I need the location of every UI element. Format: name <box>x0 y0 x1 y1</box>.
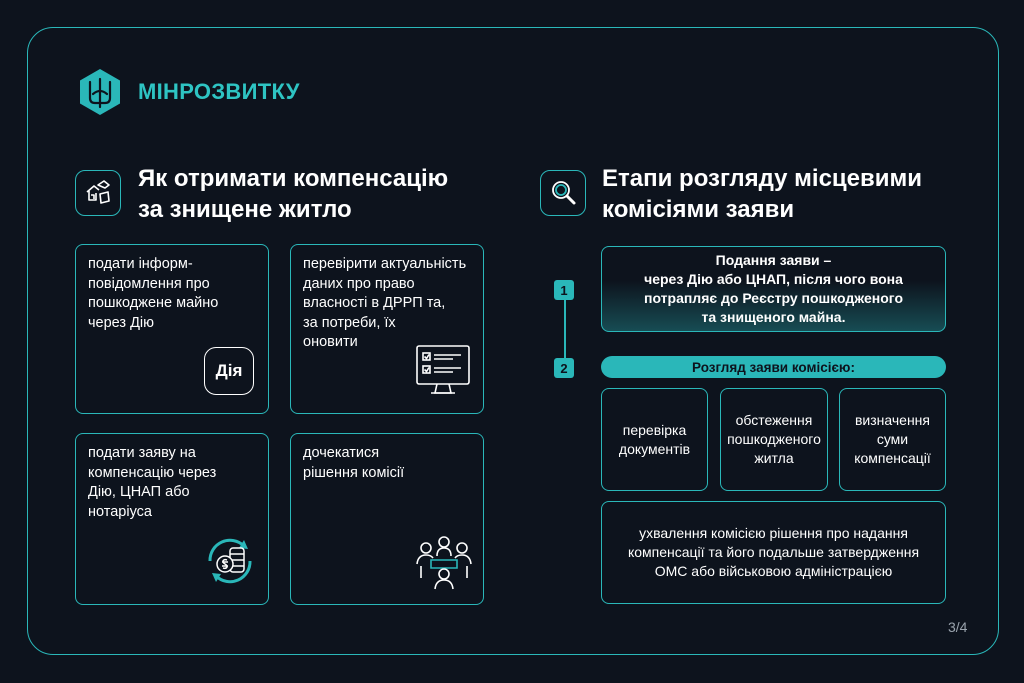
step-card-report <box>75 244 269 414</box>
trident-icon <box>78 68 122 116</box>
magnifier-icon <box>540 170 586 216</box>
right-section-title: Етапи розгляду місцевими комісіями заяви <box>602 165 923 223</box>
left-section-title: Як отримати компенсацію за знищене житло <box>138 165 449 223</box>
step-number-1: 1 <box>554 280 574 300</box>
page-number: 3/4 <box>948 619 968 635</box>
card-text: дочекатися рішення комісії <box>303 445 405 481</box>
substep-inspection: обстеження пошкодженого житла <box>720 388 828 491</box>
house-pieces-icon <box>75 170 121 216</box>
diia-app-icon: Дія <box>204 347 254 395</box>
monitor-checklist-icon <box>415 343 471 401</box>
card-text: подати інформ- повідомлення про пошкоджене майно через Дію <box>88 256 219 331</box>
card-text: подати заяву на компенсацію через Дію, ЦНАП або нотаріуса <box>88 445 217 520</box>
brand-name: МІНРОЗВИТКУ <box>138 79 300 104</box>
step-submission-text: Подання заяви – через Дію або ЦНАП, після чого вона потрапляє до Реєстру пошкодженого та знищеного майна. <box>644 252 903 325</box>
card-text: перевірити актуальність даних про право власності в ДРРП та, за потреби, їх оновити <box>303 256 467 350</box>
step-connector <box>564 300 566 358</box>
step-card-wait <box>290 433 484 605</box>
step-number-2: 2 <box>554 358 574 378</box>
step-card-verify <box>290 244 484 414</box>
commission-meeting-icon <box>413 534 475 590</box>
decision-box: ухвалення комісією рішення про надання компенсації та його подальше затвердження ОМС або військовою адміністрацією <box>601 501 946 604</box>
substep-documents: перевірка документів <box>601 388 708 491</box>
substep-amount: визначення суми компенсації <box>839 388 946 491</box>
step-card-apply <box>75 433 269 605</box>
step-submission-box <box>601 246 946 332</box>
hryvnia-coins-icon <box>200 534 260 588</box>
step-review-label: Розгляд заяви комісією: <box>601 356 946 378</box>
